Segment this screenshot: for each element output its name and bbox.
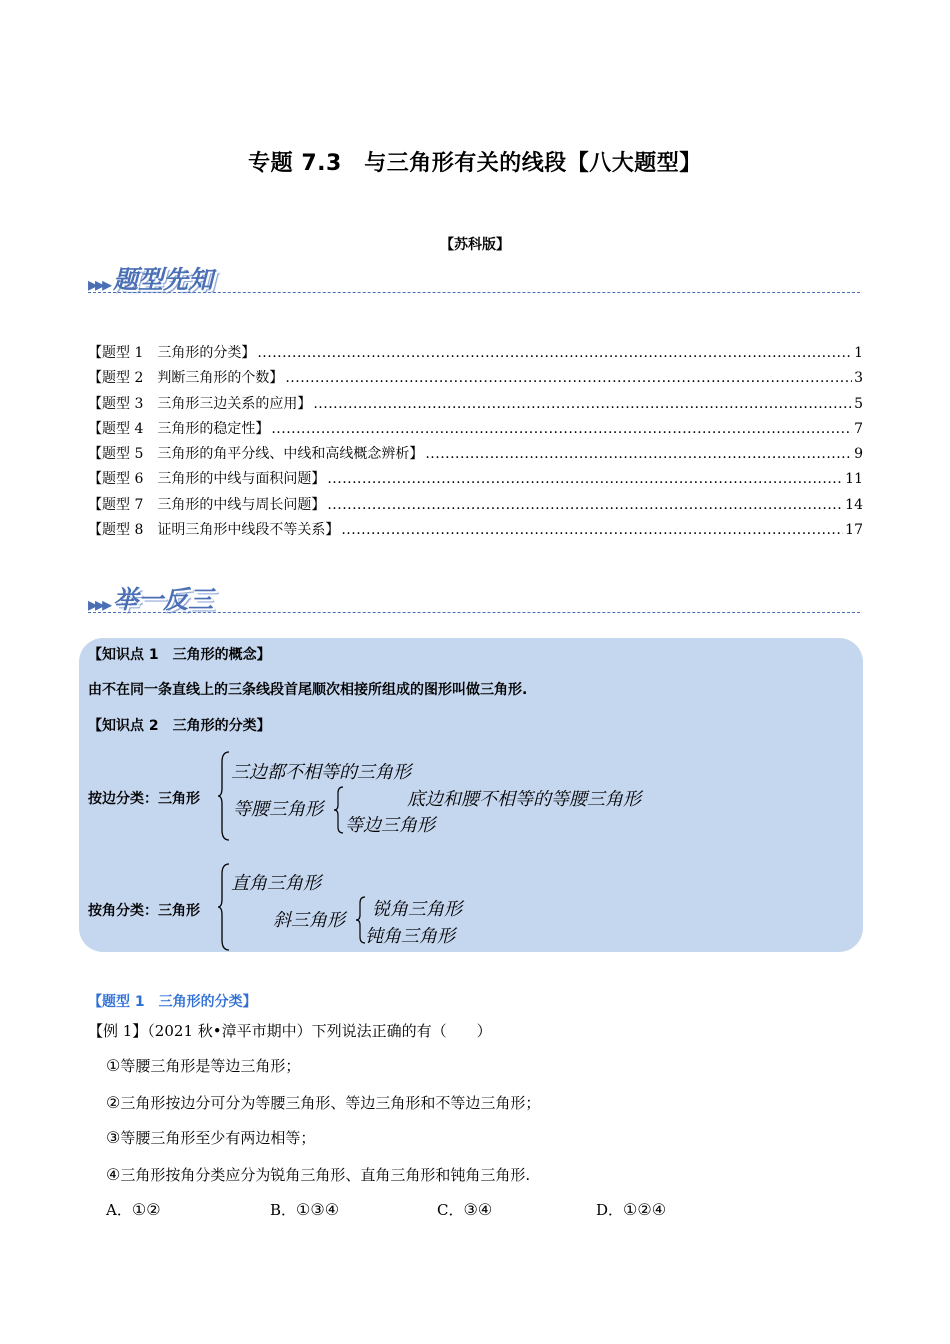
page-title: 专题 7.3 与三角形有关的线段【八大题型】 xyxy=(248,151,702,176)
toc-item[interactable]: 【题型 8 证明三角形中线段不等关系】 ..... 17 xyxy=(88,519,863,544)
toc-item[interactable]: 【题型 2 判断三角形的个数】 ..... 3 xyxy=(88,367,863,392)
toc-item[interactable]: 【题型 4 三角形的稳定性】 ..... 7 xyxy=(88,418,863,443)
statement: ②三角形按边分可分为等腰三角形、等边三角形和不等边三角形； xyxy=(106,1093,541,1112)
angle-item-oblique: 斜三角形 xyxy=(273,910,345,931)
angle-sub-acute: 锐角三角形 xyxy=(372,899,462,920)
side-item-scalene: 三边都不相等的三角形 xyxy=(231,762,411,783)
option-c[interactable]: C．③④ xyxy=(437,1200,493,1219)
side-item-isosceles: 等腰三角形 xyxy=(233,799,323,820)
banner-question-types xyxy=(88,260,213,296)
brace-icon xyxy=(333,785,345,835)
toc-item[interactable]: 【题型 6 三角形的中线与面积问题】 ..... 11 xyxy=(88,468,863,493)
angle-item-right: 直角三角形 xyxy=(231,873,321,894)
statement: ④三角形按角分类应分为锐角三角形、直角三角形和钝角三角形. xyxy=(106,1165,531,1184)
option-d[interactable]: D．①②④ xyxy=(596,1200,667,1219)
brace-icon xyxy=(217,862,231,952)
example-head: 【例 1】（2021 秋•漳平市期中）下列说法正确的有（ ） xyxy=(88,1022,492,1040)
banner-text: 举一反三 xyxy=(113,585,214,614)
option-a[interactable]: A．①② xyxy=(106,1200,161,1219)
side-sub-equilateral: 等边三角形 xyxy=(345,815,435,836)
toc-item[interactable]: 【题型 7 三角形的中线与周长问题】 ..... 14 xyxy=(88,494,863,519)
by-side-label: 按边分类：三角形 xyxy=(88,791,200,807)
option-b[interactable]: B．①③④ xyxy=(270,1200,340,1219)
knowledge-1-title: 【知识点 1 三角形的概念】 xyxy=(88,647,271,663)
edition-label: 【苏科版】 xyxy=(440,237,510,253)
knowledge-2-title: 【知识点 2 三角形的分类】 xyxy=(88,718,271,734)
toc-item[interactable]: 【题型 1 三角形的分类】 ..... 1 xyxy=(88,342,863,367)
brace-icon xyxy=(217,750,231,842)
toc-item[interactable]: 【题型 3 三角形三边关系的应用】 ..... 5 xyxy=(88,393,863,418)
statement: ①等腰三角形是等边三角形； xyxy=(106,1056,301,1075)
table-of-contents xyxy=(88,342,863,544)
banner-examples xyxy=(88,580,213,616)
arrows-icon: ▸▸▸ xyxy=(88,272,110,296)
angle-sub-obtuse: 钝角三角形 xyxy=(365,926,455,947)
side-sub-isosceles-non-equal: 底边和腰不相等的等腰三角形 xyxy=(407,789,641,810)
toc-item[interactable]: 【题型 5 三角形的角平分线、中线和高线概念辨析】 ..... 9 xyxy=(88,443,863,468)
dashed-divider xyxy=(88,612,860,613)
knowledge-1-text: 由不在同一条直线上的三条线段首尾顺次相接所组成的图形叫做三角形. xyxy=(88,682,528,698)
arrows-icon: ▸▸▸ xyxy=(88,592,110,616)
section-heading: 【题型 1 三角形的分类】 xyxy=(88,994,257,1010)
banner-text: 题型先知 xyxy=(113,265,214,294)
statement: ③等腰三角形至少有两边相等； xyxy=(106,1128,316,1147)
by-angle-label: 按角分类：三角形 xyxy=(88,903,200,919)
dashed-divider xyxy=(88,292,860,293)
